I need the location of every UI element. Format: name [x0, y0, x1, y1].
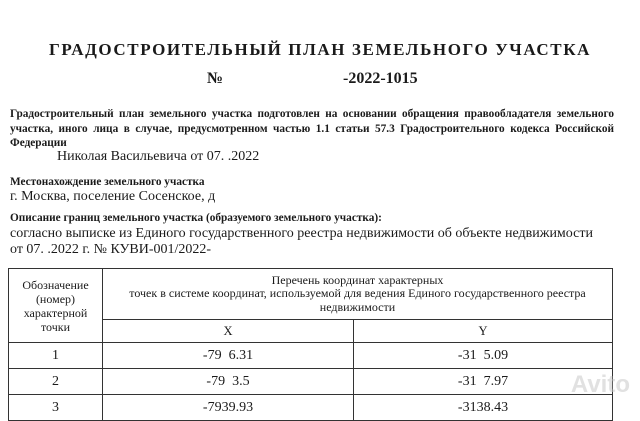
x-cell: -79 3.5: [103, 369, 354, 395]
location-label: Местонахождение земельного участка: [10, 176, 205, 188]
table-row: [9, 369, 613, 395]
boundaries-label: Описание границ земельного участка (образуемого земельного участка):: [10, 212, 382, 224]
coordinates-table: [8, 268, 613, 421]
y-cell: -3138.43: [354, 395, 613, 421]
basis-paragraph: Градостроительный план земельного участка подготовлен на основании обращения правообладателя земельного участка, иного лица в случае, предусмотренном частью 1.1 статьи 57.3 Градостроительного кодекса Российской Федерации: [10, 108, 614, 149]
header-line: точки: [40, 319, 71, 334]
y-cell: -31 5.09: [354, 343, 613, 369]
x-cell: -79 6.31: [103, 343, 354, 369]
point-column-header: [9, 269, 103, 343]
document-title: ГРАДОСТРОИТЕЛЬНЫЙ ПЛАН ЗЕМЕЛЬНОГО УЧАСТКА: [48, 40, 592, 59]
header-line: (номер): [35, 291, 76, 306]
point-cell: 2: [9, 369, 103, 395]
x-cell: -7939.93: [103, 395, 354, 421]
boundaries-line-2: от 07. .2022 г. № КУВИ-001/2022-: [10, 242, 212, 257]
coordinates-header: [103, 269, 613, 320]
header-line: точек в системе координат, используемой для ведения Единого государственного реестра: [129, 286, 586, 301]
point-cell: 1: [9, 343, 103, 369]
header-line: Обозначение: [22, 277, 89, 292]
location-value: г. Москва, поселение Сосенское, д: [10, 189, 216, 204]
header-line: характерной: [23, 305, 88, 320]
document-number: -2022-1015: [343, 70, 418, 87]
applicant-line: Николая Васильевича от 07. .2022: [57, 149, 260, 164]
y-cell: -31 7.97: [354, 369, 613, 395]
header-line: Перечень координат характерных: [271, 272, 444, 287]
y-header: Y: [354, 320, 613, 343]
avito-watermark: Avito: [570, 371, 630, 398]
point-cell: 3: [9, 395, 103, 421]
table-row: [9, 395, 613, 421]
table-row: [9, 343, 613, 369]
boundaries-line-1: согласно выписке из Единого государственного реестра недвижимости об объекте недвижимости: [10, 226, 593, 241]
header-line: недвижимости: [319, 299, 396, 314]
x-header: X: [103, 320, 354, 343]
number-sign: №: [207, 70, 224, 87]
